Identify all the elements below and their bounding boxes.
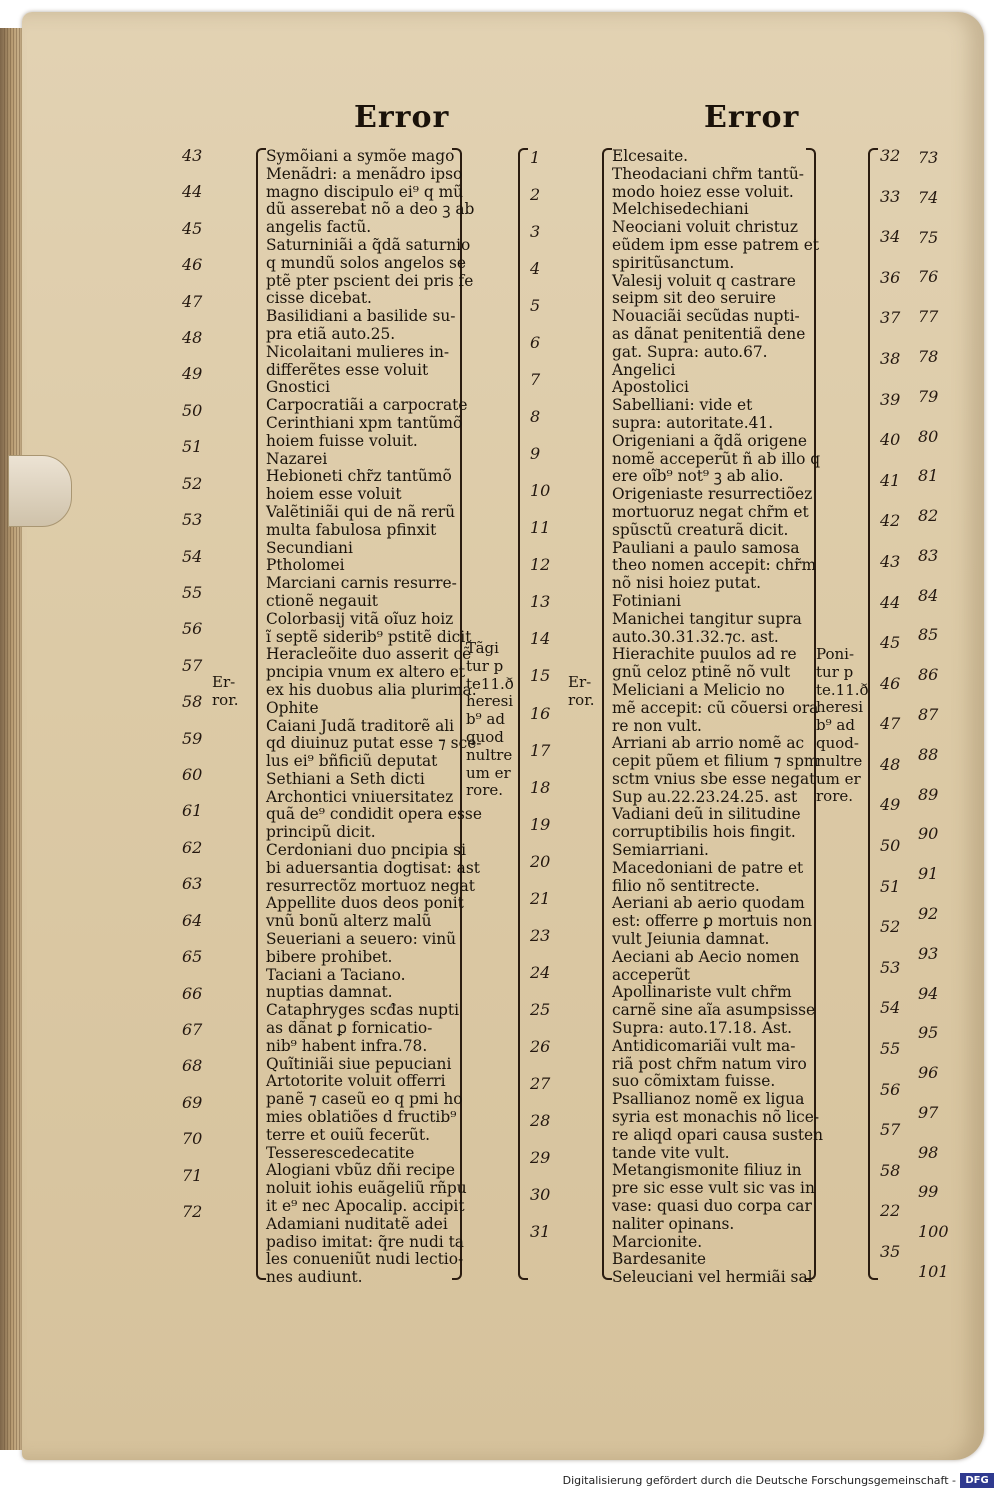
text-line: Artotorite voluit offerri <box>266 1072 446 1091</box>
text-line: tande vite vult. <box>612 1143 730 1162</box>
footer-credit: Digitalisierung gefördert durch die Deutsche Forschungsgemeinschaft - <box>562 1474 956 1487</box>
text-line: Seleuciani vel hermiãi sal <box>612 1268 813 1287</box>
text-line: Apollinariste vult chr̃m <box>612 983 792 1002</box>
margin-number: 44 <box>880 593 901 612</box>
margin-number: 24 <box>530 963 551 982</box>
text-line: Caiani Judã traditorẽ ali <box>266 716 455 735</box>
margin-number: 5 <box>530 296 541 315</box>
text-line: bibere prohibet. <box>266 947 393 966</box>
text-line: panẽ ⁊ caseũ eo q pmi ho <box>266 1090 463 1109</box>
margin-number: 15 <box>530 666 551 685</box>
margin-number: 29 <box>530 1148 551 1167</box>
text-line: filio nõ sentitrecte. <box>612 876 760 895</box>
text-line: Ophite <box>266 698 319 717</box>
margin-number: 39 <box>880 390 901 409</box>
margin-number: 58 <box>880 1161 901 1180</box>
text-line: resurrectõz mortuoz negat <box>266 876 475 895</box>
margin-number: 27 <box>530 1074 551 1093</box>
margin-number: 11 <box>530 518 551 537</box>
margin-number: 96 <box>918 1063 939 1082</box>
margin-number: 34 <box>880 227 901 246</box>
left-inner-note <box>466 640 514 800</box>
margin-number: 48 <box>182 328 203 347</box>
left-text-brace-open <box>256 148 266 1280</box>
margin-number: 55 <box>880 1039 901 1058</box>
margin-number: 13 <box>530 592 551 611</box>
margin-number: 63 <box>182 874 203 893</box>
margin-number: 19 <box>530 815 551 834</box>
margin-number: 64 <box>182 911 203 930</box>
margin-number: 23 <box>530 926 551 945</box>
text-line: spiritũsanctum. <box>612 253 735 272</box>
text-line: lus ei⁹ bñficiũ deputat <box>266 752 438 771</box>
text-line: Cataphryges scđas nupti <box>266 1001 459 1020</box>
text-line: Heracleõite duo asserit cẽ <box>266 645 472 664</box>
text-line: est: offerre ꝑ mortuis non <box>612 912 813 931</box>
note-line: quod- <box>816 733 859 752</box>
margin-number: 84 <box>918 586 939 605</box>
text-line: differẽtes esse voluit <box>266 360 429 379</box>
text-line: quã de⁹ condidit opera esse <box>266 805 482 824</box>
text-line: riã post chr̃m natum viro <box>612 1054 807 1073</box>
text-line: Aeriani ab aerio quodam <box>612 894 805 913</box>
text-line: naliter opinans. <box>612 1214 735 1233</box>
text-line: pre sic esse vult sic vas in <box>612 1179 815 1198</box>
margin-number: 85 <box>918 625 939 644</box>
text-line: Angelici <box>612 360 676 379</box>
text-line: cepit pũem et filium ⁊ spm <box>612 752 819 771</box>
text-line: magno discipulo ei⁹ q mũ <box>266 182 464 201</box>
margin-number: 91 <box>918 864 939 883</box>
text-line: dũ asserebat nõ a deo ꝫ ab <box>266 200 475 219</box>
text-line: Valẽtiniãi qui de nã rerũ <box>266 502 455 521</box>
text-line: Marcionite. <box>612 1232 703 1251</box>
margin-number: 8 <box>530 407 541 426</box>
text-line: Gnostici <box>266 378 331 397</box>
margin-number: 101 <box>918 1262 949 1281</box>
note-line: tur p <box>466 656 504 675</box>
left-side-label-line: Er- <box>212 673 236 691</box>
text-line: syria est monachis nõ lice- <box>612 1108 820 1127</box>
margin-number: 68 <box>182 1056 203 1075</box>
text-line: Alogiani vbũz dñi recipe <box>266 1161 455 1180</box>
margin-number: 49 <box>182 364 203 383</box>
text-line: Appellite duos deos ponit <box>266 894 464 913</box>
margin-number: 94 <box>918 984 939 1003</box>
note-line: rore. <box>466 781 504 800</box>
margin-number: 20 <box>530 852 551 871</box>
margin-number: 83 <box>918 546 939 565</box>
margin-number: 95 <box>918 1023 939 1042</box>
text-line: modo hoiez esse voluit. <box>612 182 794 201</box>
text-line: sctm vnius sbe esse negat <box>612 769 816 788</box>
text-line: gat. Supra: auto.67. <box>612 342 768 361</box>
text-line: Melchisedechiani <box>612 200 749 219</box>
text-line: as dãnat penitentiã dene <box>612 324 806 343</box>
right-text-column <box>612 147 824 1287</box>
text-line: q mundũ solos angelos se <box>266 253 466 272</box>
margin-number: 49 <box>880 795 901 814</box>
text-line: Vadiani deũ in silitudine <box>612 805 801 824</box>
text-line: Colorbasij vitã oĩuz hoiz <box>266 609 454 628</box>
margin-number: 38 <box>880 349 901 368</box>
text-line: Quĩtiniãi siue pepuciani <box>266 1054 452 1073</box>
margin-number: 89 <box>918 785 939 804</box>
text-line: it e⁹ nec Apocalip. accipit <box>266 1197 465 1216</box>
text-line: Arriani ab arrio nomẽ ac <box>612 734 805 753</box>
footer-bar <box>0 1470 1000 1492</box>
text-line: Archontici vniuersitatez <box>266 787 454 806</box>
text-line: mortuoruz negat chr̃m et <box>612 502 809 521</box>
text-line: Meliciani a Melicio no <box>612 680 785 699</box>
text-line: Taciani a Taciano. <box>266 965 406 984</box>
text-line: Basilidiani a basilide su- <box>266 307 456 326</box>
margin-number: 16 <box>530 704 551 723</box>
text-line: Nicolaitani mulieres in- <box>266 342 450 361</box>
text-line: vnũ bonũ alterz malũ <box>266 912 432 931</box>
margin-number: 28 <box>530 1111 551 1130</box>
text-line: pncipia vnum ex altero et <box>266 663 466 682</box>
note-line: heresi <box>466 692 514 711</box>
text-line: re non vult. <box>612 716 702 735</box>
note-line: rore. <box>816 787 854 806</box>
margin-number: 54 <box>182 547 203 566</box>
text-line: Cerdoniani duo pncipia si <box>266 841 466 860</box>
margin-number: 37 <box>880 308 901 327</box>
text-line: Hierachite puulos ad re <box>612 645 797 664</box>
text-line: Supra: auto.17.18. Ast. <box>612 1019 793 1038</box>
margin-number: 78 <box>918 347 939 366</box>
note-line: um er <box>466 763 511 782</box>
margin-number: 51 <box>880 877 901 896</box>
text-line: Semiarriani. <box>612 841 709 860</box>
text-line: supra: autoritate.41. <box>612 413 774 432</box>
text-line: Macedoniani de patre et <box>612 858 804 877</box>
left-side-label <box>212 674 242 710</box>
text-line: Menãdri: a menãdro ipso <box>266 164 463 183</box>
text-line: Carpocratiãi a carpocrate <box>266 396 468 415</box>
margin-number: 18 <box>530 778 551 797</box>
text-line: nomẽ acceperũt ñ ab illo q <box>612 449 821 468</box>
margin-number: 1 <box>530 148 541 167</box>
text-line: Fotiniani <box>612 591 682 610</box>
margin-number: 71 <box>182 1166 203 1185</box>
margin-number: 21 <box>530 889 551 908</box>
margin-number: 58 <box>182 692 203 711</box>
margin-number: 12 <box>530 555 551 574</box>
text-line: Secundiani <box>266 538 353 557</box>
text-line: acceperũt <box>612 965 690 984</box>
text-line: Nouaciãi secũdas nupti- <box>612 307 800 326</box>
note-line: nultre <box>466 745 513 764</box>
margin-number: 72 <box>182 1202 203 1221</box>
text-line: Seueriani a seuero: vinũ <box>266 930 457 949</box>
margin-number: 92 <box>918 904 939 923</box>
margin-number: 52 <box>880 917 901 936</box>
margin-number: 86 <box>918 665 939 684</box>
text-line: Valesij voluit q castrare <box>612 271 796 290</box>
text-line: suo cõmixtam fuisse. <box>612 1072 776 1091</box>
margin-number: 59 <box>182 729 203 748</box>
note-line: heresi <box>816 698 864 717</box>
text-line: theo nomen accepit: chr̃m <box>612 556 817 575</box>
margin-number: 97 <box>918 1103 939 1122</box>
text-line: les conueniũt nudi lectio- <box>266 1250 464 1269</box>
margin-number: 51 <box>182 437 203 456</box>
text-line: corruptibilis hois fingit. <box>612 823 796 842</box>
margin-number: 76 <box>918 267 939 286</box>
right-number-brace <box>868 148 878 1280</box>
left-number-brace <box>518 148 528 1280</box>
text-line: ĩ septẽ siderib⁹ pstitẽ dicit <box>266 627 472 646</box>
text-line: carnẽ sine aĩa asumpsisse <box>612 1001 816 1020</box>
text-line: Sup au.22.23.24.25. ast <box>612 787 798 806</box>
text-line: principũ dicit. <box>266 823 376 842</box>
margin-number: 53 <box>880 958 901 977</box>
margin-number: 66 <box>182 984 203 1003</box>
text-line: Nazarei <box>266 449 328 468</box>
text-line: vult Jeiunia damnat. <box>612 930 770 949</box>
note-line: b⁹ ad <box>466 710 505 729</box>
note-line: nultre <box>816 751 863 770</box>
margin-number: 4 <box>530 259 541 278</box>
note-line: Poni- <box>816 645 855 663</box>
margin-number: 6 <box>530 333 541 352</box>
text-line: ex his duobus alia plurima. <box>266 680 477 699</box>
text-line: Marciani carnis resurre- <box>266 574 457 593</box>
margin-number: 42 <box>880 511 901 530</box>
margin-number: 70 <box>182 1129 203 1148</box>
right-heading: Error <box>704 100 800 135</box>
margin-number: 100 <box>918 1222 949 1241</box>
text-line: ptẽ pter pscient dei pris fe <box>266 271 474 290</box>
text-line: hoiem fuisse voluit. <box>266 431 418 450</box>
margin-number: 57 <box>880 1120 901 1139</box>
margin-number: 79 <box>918 387 939 406</box>
margin-number: 55 <box>182 583 203 602</box>
margin-number: 35 <box>880 1242 901 1261</box>
text-line: Saturniniãi a q̃dã saturnio <box>266 235 471 254</box>
text-line: multa fabulosa pfinxit <box>266 520 437 539</box>
text-line: nib⁹ habent infra.78. <box>266 1036 428 1055</box>
text-line: vase: quasi duo corpa car <box>612 1197 812 1216</box>
margin-number: 93 <box>918 944 939 963</box>
text-line: spũsctũ creaturã dicit. <box>612 520 789 539</box>
margin-number: 40 <box>880 430 901 449</box>
text-line: eũdem ipm esse patrem et <box>612 235 820 254</box>
margin-number: 26 <box>530 1037 551 1056</box>
note-line: tur p <box>816 662 854 681</box>
text-line: Manichei tangitur supra <box>612 609 802 628</box>
margin-number: 43 <box>182 146 203 165</box>
margin-number: 45 <box>880 633 901 652</box>
margin-number: 81 <box>918 466 939 485</box>
margin-number: 53 <box>182 510 203 529</box>
margin-number: 47 <box>880 714 901 733</box>
margin-number: 75 <box>918 228 939 247</box>
text-line: angelis factũ. <box>266 218 372 237</box>
text-line: qd diuinuz putat esse ⁊ sce- <box>266 734 482 753</box>
text-line: re aliqd opari causa susten <box>612 1125 824 1144</box>
margin-number: 90 <box>918 824 939 843</box>
text-line: padiso imitat: q̃re nudi ta <box>266 1232 464 1251</box>
margin-number: 3 <box>530 222 541 241</box>
dfg-logo: DFG <box>960 1473 994 1488</box>
margin-number: 62 <box>182 838 203 857</box>
margin-number: 9 <box>530 444 541 463</box>
text-line: Metangismonite filiuz in <box>612 1161 802 1180</box>
margin-number: 67 <box>182 1020 203 1039</box>
right-side-label <box>568 674 598 710</box>
text-line: seipm sit deo seruire <box>612 289 776 308</box>
margin-number: 45 <box>182 219 203 238</box>
margin-number: 22 <box>880 1201 901 1220</box>
margin-number: 17 <box>530 741 551 760</box>
text-line: nõ nisi hoiez putat. <box>612 574 762 593</box>
margin-number: 80 <box>918 427 939 446</box>
text-line: Origeniaste resurrectiõez <box>612 485 813 504</box>
margin-number: 56 <box>182 619 203 638</box>
text-line: nuptias damnat. <box>266 983 393 1002</box>
margin-number: 88 <box>918 745 939 764</box>
text-line: cisse dicebat. <box>266 289 372 308</box>
margin-number: 82 <box>918 506 939 525</box>
page-clip <box>8 455 72 527</box>
margin-number: 56 <box>880 1080 901 1099</box>
text-line: Sethiani a Seth dicti <box>266 769 425 788</box>
margin-number: 50 <box>880 836 901 855</box>
margin-number: 2 <box>530 185 541 204</box>
margin-number: 32 <box>880 146 901 165</box>
margin-number: 87 <box>918 705 939 724</box>
text-line: mies oblatiões d fructib⁹ <box>266 1108 457 1127</box>
margin-number: 30 <box>530 1185 551 1204</box>
text-line: auto.30.31.32.⁊c. ast. <box>612 627 779 646</box>
text-line: Aeciani ab Aecio nomen <box>612 947 800 966</box>
note-line: um er <box>816 769 861 788</box>
margin-number: 73 <box>918 148 939 167</box>
margin-number: 25 <box>530 1000 551 1019</box>
margin-number: 60 <box>182 765 203 784</box>
margin-number: 31 <box>530 1222 551 1241</box>
margin-number: 43 <box>880 552 901 571</box>
margin-number: 46 <box>182 255 203 274</box>
text-line: mẽ accepit: cũ cõuersi ora <box>612 698 819 717</box>
text-line: Elcesaite. <box>612 147 689 165</box>
text-line: nes audiunt. <box>266 1268 363 1287</box>
margin-number: 61 <box>182 801 203 820</box>
text-line: as dãnat ꝑ fornicatio- <box>266 1019 433 1038</box>
margin-number: 98 <box>918 1143 939 1162</box>
text-line: gnũ celoz ptinẽ nõ vult <box>612 663 791 682</box>
text-line: Neociani voluit christuz <box>612 218 798 237</box>
note-line: b⁹ ad <box>816 716 855 735</box>
margin-number: 46 <box>880 674 901 693</box>
text-line: Psallianoz nomẽ ex ligua <box>612 1090 805 1109</box>
margin-number: 50 <box>182 401 203 420</box>
note-line: te.11.ð <box>816 680 869 699</box>
text-line: Ptholomei <box>266 556 345 575</box>
text-line: terre et ouiũ fecerũt. <box>266 1125 430 1144</box>
margin-number: 48 <box>880 755 901 774</box>
text-line: Origeniani a q̃dã origene <box>612 431 807 450</box>
text-line: bi aduersantia dogtisat: ast <box>266 858 480 877</box>
margin-number: 65 <box>182 947 203 966</box>
text-line: Antidicomariãi vult ma- <box>612 1036 796 1055</box>
margin-number: 54 <box>880 998 901 1017</box>
text-line: Tesserescedecatite <box>266 1143 415 1162</box>
margin-number: 52 <box>182 474 203 493</box>
margin-number: 36 <box>880 268 901 287</box>
left-side-label-line: ror. <box>212 690 239 709</box>
text-line: ctionẽ negauit <box>266 591 378 610</box>
text-line: Hebioneti chr̃z tantũmõ <box>266 467 452 486</box>
text-line: ere oĩb⁹ not⁹ ꝫ ab alio. <box>612 467 784 486</box>
text-line: Pauliani a paulo samosa <box>612 538 800 557</box>
text-line: pra etiã auto.25. <box>266 324 396 343</box>
text-line: Apostolici <box>612 378 689 397</box>
margin-number: 47 <box>182 292 203 311</box>
note-line: Tãgi <box>466 639 499 657</box>
margin-number: 44 <box>182 182 203 201</box>
note-line: quod <box>466 727 504 746</box>
right-inner-note <box>816 645 869 806</box>
right-side-label-line: ror. <box>568 690 595 709</box>
margin-number: 69 <box>182 1093 203 1112</box>
text-line: Theodaciani chr̃m tantũ- <box>612 164 804 183</box>
text-line: hoiem esse voluit <box>266 485 402 504</box>
margin-number: 14 <box>530 629 551 648</box>
margin-number: 77 <box>918 307 939 326</box>
margin-number: 57 <box>182 656 203 675</box>
note-line: te11.ð <box>466 674 514 693</box>
margin-number: 33 <box>880 187 901 206</box>
text-line: Adamiani nuditatẽ adei <box>266 1214 448 1233</box>
margin-number: 7 <box>530 370 541 389</box>
text-line: Cerinthiani xpm tantũmõ <box>266 413 463 432</box>
text-line: Bardesanite <box>612 1250 707 1269</box>
left-heading: Error <box>354 100 450 135</box>
text-line: Sabelliani: vide et <box>612 396 753 415</box>
margin-number: 74 <box>918 188 939 207</box>
right-text-brace-open <box>602 148 612 1280</box>
text-line: noluit iohis euãgeliũ rñpu <box>266 1179 467 1198</box>
margin-number: 41 <box>880 471 901 490</box>
right-side-label-line: Er- <box>568 673 592 691</box>
left-text-column <box>266 147 482 1287</box>
margin-number: 10 <box>530 481 551 500</box>
text-line: Symõiani a symõe mago <box>266 147 455 165</box>
margin-number: 99 <box>918 1182 939 1201</box>
